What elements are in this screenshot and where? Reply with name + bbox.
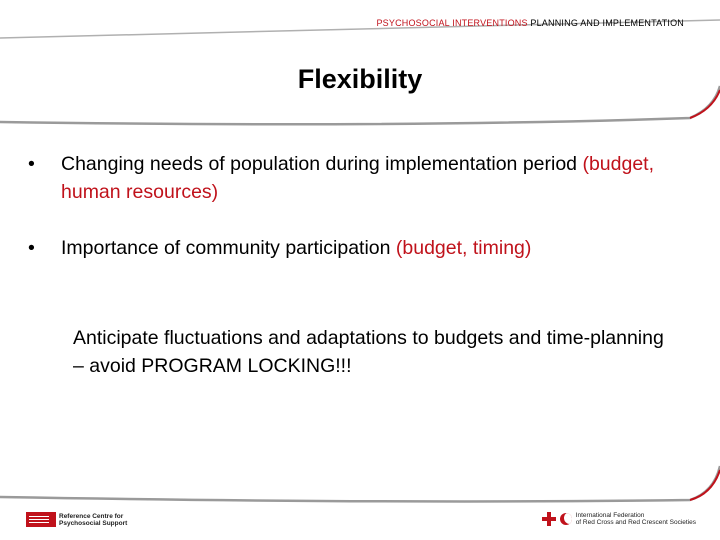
right-logo-line2: of Red Cross and Red Crescent Societies — [575, 519, 696, 526]
bullet-text-highlight: (budget, timing) — [395, 237, 532, 259]
header-label-black: PLANNING AND IMPLEMENTATION — [527, 18, 684, 28]
note-text: Anticipate fluctuations and adaptations to budgets and time-planning – avoid PROGRAM LOCKING!!! — [73, 327, 664, 377]
reference-centre-logo-icon — [26, 512, 56, 527]
right-logo-line1: International Federation — [575, 512, 645, 519]
left-logo-line2: Psychosocial Support — [59, 519, 128, 527]
left-logo-line1: Reference Centre for — [59, 512, 124, 520]
header-label — [376, 18, 684, 28]
bullet-marker: • — [28, 237, 35, 259]
ifrc-logo — [542, 512, 696, 526]
bullet-item-2 — [28, 234, 668, 262]
bullet-text: Changing needs of population during implementation period — [61, 153, 583, 175]
slide-title: Flexibility — [297, 64, 423, 94]
bullet-text-highlight: (budget, human resources) — [61, 153, 655, 203]
red-crescent-icon — [560, 513, 572, 525]
reference-centre-logo — [26, 512, 127, 527]
red-cross-icon — [542, 512, 556, 526]
bullet-text: Importance of community participation — [61, 237, 396, 259]
bullet-list — [28, 150, 668, 290]
bullet-marker: • — [28, 153, 35, 175]
bullet-item-1 — [28, 150, 668, 206]
header-label-red: PSYCHOSOCIAL INTERVENTIONS — [376, 18, 528, 28]
